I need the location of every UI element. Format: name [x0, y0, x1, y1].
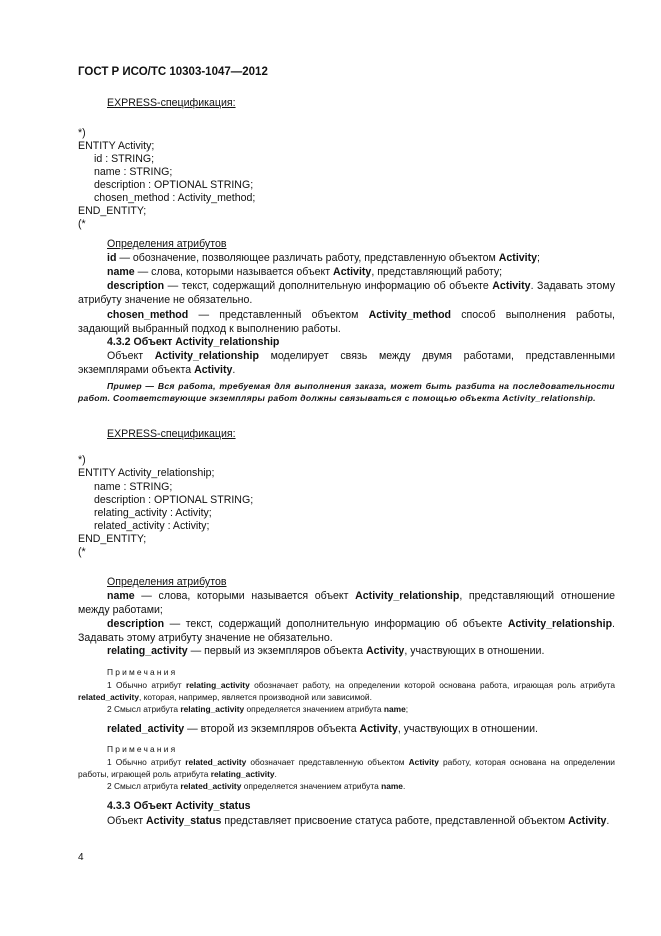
entity-ref: Activity — [568, 815, 607, 827]
entity-ref: Activity — [366, 645, 405, 657]
entity-ref: Activity — [408, 757, 439, 767]
example-text: Пример — Вся работа, требуемая для выполнения заказа, может быть разбита на последовательности работ. Соответствующие экземпляры работ должны связываться с помощью объекта Activity_relationship. — [78, 381, 615, 403]
document-header: ГОСТ Р ИСО/ТС 10303-1047—2012 — [78, 66, 268, 78]
attribute-description — [78, 279, 615, 307]
text: моделирует связь между двумя работами, представленными экземплярами объекта — [78, 350, 615, 376]
express-heading: EXPRESS-спецификация: — [107, 97, 236, 109]
code-line: END_ENTITY; — [78, 533, 147, 545]
section-heading: 4.3.3 Объект Activity_status — [107, 800, 251, 812]
term: chosen_method — [107, 309, 189, 321]
text: — слова, которыми называется объект — [134, 590, 356, 602]
text: . — [274, 769, 277, 779]
attributes-heading: Определения атрибутов — [107, 576, 227, 588]
page-number: 4 — [78, 852, 84, 863]
attribute-name — [107, 266, 502, 279]
code-line: (* — [78, 218, 86, 230]
code-line: description : OPTIONAL STRING; — [94, 179, 254, 191]
text: Объект — [107, 815, 147, 827]
entity-ref: Activity_relationship — [154, 350, 259, 362]
text: Объект — [107, 350, 155, 362]
text: 1 Обычно атрибут — [107, 757, 186, 767]
text: обозначает представленную объектом — [246, 757, 409, 767]
entity-ref: Activity_relationship — [355, 590, 460, 602]
text: — обозначение, позволяющее различать работу, представленную объектом — [116, 252, 499, 264]
text: , представляющий работу; — [371, 266, 503, 278]
note-item — [78, 756, 615, 780]
text: , которая, например, является производной или зависимой. — [139, 692, 372, 702]
text: — второй из экземпляров объекта — [184, 723, 360, 735]
term: related_activity — [107, 723, 185, 735]
text: . — [606, 815, 610, 827]
section-paragraph — [78, 814, 615, 828]
code-line: id : STRING; — [94, 153, 155, 165]
text: . Задавать этому атрибуту значение не обязательно. — [78, 280, 616, 306]
code-line: ENTITY Activity; — [78, 140, 155, 152]
text: , участвующих в отношении. — [397, 723, 538, 735]
entity-ref: Activity_relationship — [507, 618, 613, 630]
code-line: *) — [78, 454, 86, 466]
attribute-chosen-method — [78, 308, 615, 336]
notes-heading: Примечания — [107, 667, 178, 677]
attributes-heading: Определения атрибутов — [107, 238, 227, 250]
note-item — [78, 703, 615, 715]
text: представляет присвоение статуса работе, представленной объектом — [221, 815, 569, 827]
term: name — [107, 590, 135, 602]
text: . — [232, 364, 236, 376]
code-line: name : STRING; — [94, 166, 173, 178]
entity-ref: Activity — [498, 252, 538, 264]
entity-ref: Activity — [359, 723, 398, 735]
term: related_activity — [78, 692, 139, 702]
attribute-id — [107, 252, 540, 265]
code-line: ENTITY Activity_relationship; — [78, 467, 215, 479]
term: name — [383, 704, 406, 714]
code-line: related_activity : Activity; — [94, 520, 210, 532]
term: relating_activity — [210, 769, 275, 779]
attribute-description — [78, 617, 615, 645]
text: — представленный объектом — [188, 309, 369, 321]
term: related_activity — [180, 781, 242, 791]
text: — слова, которыми называется объект — [134, 266, 334, 278]
text: ; — [537, 252, 540, 264]
text: 1 Обычно атрибут — [107, 680, 186, 690]
text: работу, которая основана на определении работы, играющей роль атрибута — [78, 757, 615, 779]
attribute-name — [78, 589, 615, 617]
text: обозначает работу, на определении которой основана работа, играющая роль атрибута — [249, 680, 615, 690]
attribute-related-activity — [107, 723, 538, 736]
example-paragraph — [78, 380, 615, 404]
term: relating_activity — [185, 680, 250, 690]
text: способ выполнения работы, задающий выбранный подход к выполнению работы. — [78, 309, 615, 335]
note-item — [78, 679, 615, 703]
entity-ref: Activity — [194, 364, 233, 376]
code-line: *) — [78, 127, 86, 139]
text: . — [402, 781, 406, 791]
term: related_activity — [185, 757, 247, 767]
code-line: relating_activity : Activity; — [94, 507, 212, 519]
text: 2 Смысл атрибута — [107, 704, 181, 714]
text: — текст, содержащий дополнительную информацию об объекте — [164, 618, 508, 630]
attribute-relating-activity — [107, 645, 544, 658]
entity-ref: Activity — [492, 280, 531, 292]
section-paragraph — [78, 349, 615, 377]
text: определяется значением атрибута — [241, 781, 382, 791]
code-line: chosen_method : Activity_method; — [94, 192, 256, 204]
text: определяется значением атрибута — [244, 704, 384, 714]
text: . Задавать этому атрибуту значение не обязательно. — [78, 618, 615, 644]
code-line: (* — [78, 546, 86, 558]
notes-heading: Примечания — [107, 744, 178, 754]
code-line: name : STRING; — [94, 481, 173, 493]
text: 2 Смысл атрибута — [107, 781, 181, 791]
code-line: END_ENTITY; — [78, 205, 147, 217]
express-heading: EXPRESS-спецификация: — [107, 428, 236, 440]
entity-ref: Activity_method — [368, 309, 452, 321]
term: name — [381, 781, 403, 791]
term: relating_activity — [107, 645, 188, 657]
text: , представляющий отношение между работами; — [78, 590, 616, 616]
text: ; — [405, 704, 409, 714]
entity-ref: Activity_status — [146, 815, 222, 827]
text: , участвующих в отношении. — [404, 645, 545, 657]
section-heading: 4.3.2 Объект Activity_relationship — [107, 336, 280, 348]
term: id — [107, 252, 117, 264]
term: description — [107, 280, 165, 292]
code-line: description : OPTIONAL STRING; — [94, 494, 254, 506]
text: — первый из экземпляров объекта — [187, 645, 367, 657]
term: relating_activity — [180, 704, 245, 714]
term: description — [107, 618, 165, 630]
note-item — [78, 780, 615, 792]
entity-ref: Activity — [333, 266, 372, 278]
term: name — [107, 266, 135, 278]
text: — текст, содержащий дополнительную информацию об объекте — [164, 280, 493, 292]
